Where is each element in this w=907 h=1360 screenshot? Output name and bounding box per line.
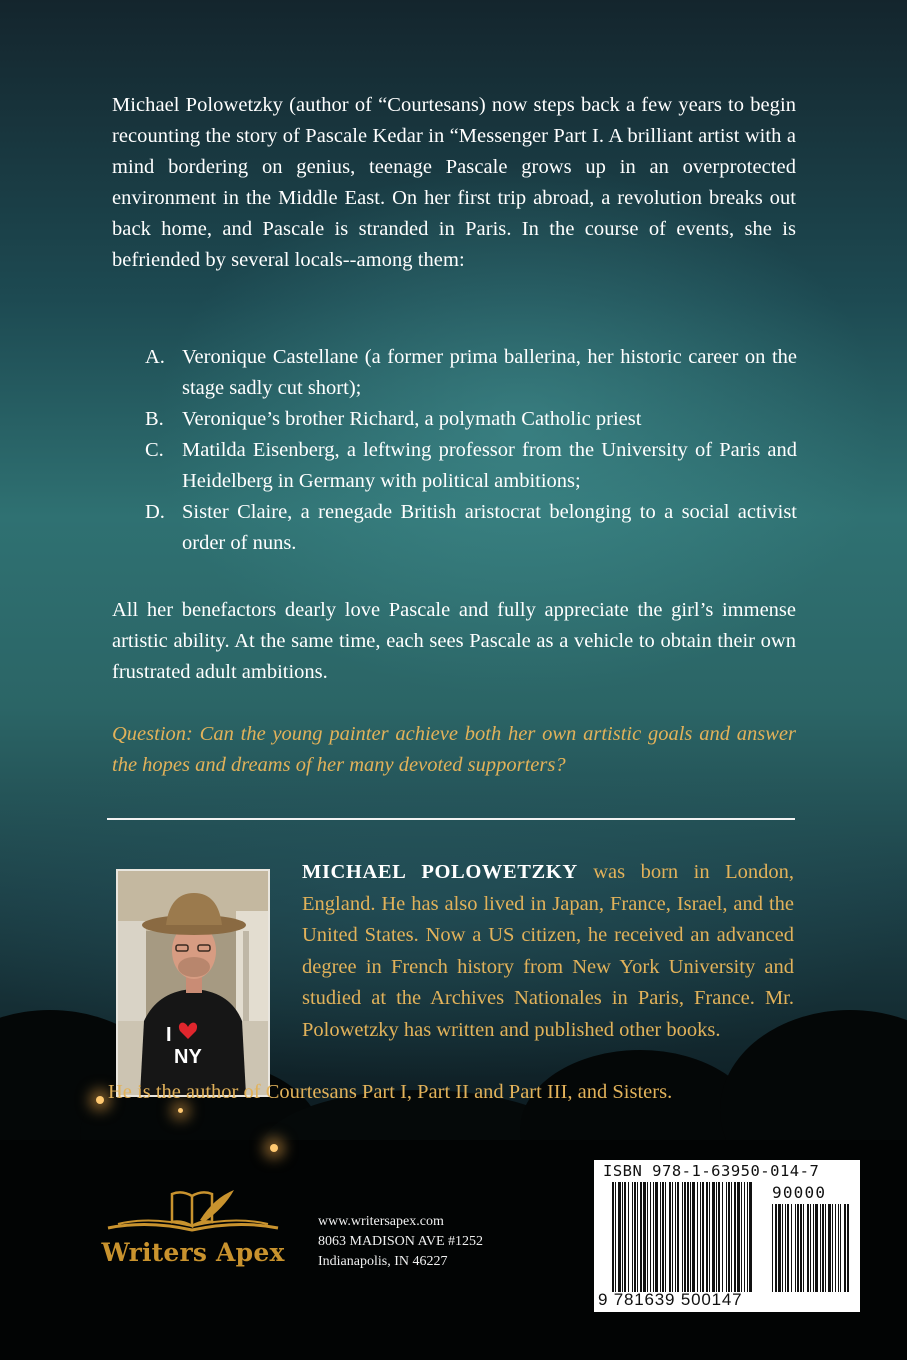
author-photo bbox=[116, 869, 270, 1097]
address-line-1: 8063 MADISON AVE #1252 bbox=[318, 1234, 484, 1249]
shirt-text-i: I bbox=[166, 1024, 172, 1046]
author-bio-last-line: He is the author of Courtesans Part I, Part II and Part III, and Sisters. bbox=[108, 1081, 673, 1103]
open-book-quill-icon bbox=[88, 1184, 298, 1244]
author-photo-illustration bbox=[118, 871, 268, 1095]
blurb-question: Question: Can the young painter achieve both her own artistic goals and answer the hopes and dreams of her many devoted supporters? bbox=[112, 723, 796, 776]
list-item bbox=[145, 497, 797, 559]
list-item bbox=[145, 342, 797, 404]
list-item bbox=[145, 435, 797, 497]
isbn-barcode bbox=[594, 1160, 860, 1312]
list-item-text: Veronique Castellane (a former prima ballerina, her historic career on the stage sadly cut short); bbox=[182, 346, 797, 399]
blurb-paragraph-2: All her benefactors dearly love Pascale and fully appreciate the girl’s immense artistic ability. At the same time, each sees Pascale as a vehicle to obtain their own frustrated adult ambitions. bbox=[112, 599, 796, 683]
blurb-paragraph: Michael Polowetzky (author of “Courtesans) now steps back a few years to begin recounting the story of Pascale Kedar in “Messenger Part I. A brilliant artist with a mind bordering on genius, teenage Pascale grows up in an overprotected environment in the Middle East. On her first trip abroad, a revolution breaks out back home, and Pascale is stranded in Paris. In the course of events, she is befriended by several locals--among them: bbox=[112, 94, 796, 271]
list-marker: B. bbox=[145, 408, 164, 430]
list-marker: C. bbox=[145, 439, 164, 461]
publisher-website: www.writersapex.com bbox=[318, 1214, 444, 1229]
list-marker: A. bbox=[145, 346, 165, 368]
author-bio bbox=[302, 857, 794, 1046]
street-light bbox=[178, 1108, 183, 1113]
street-light bbox=[96, 1096, 104, 1104]
publisher-address bbox=[318, 1212, 483, 1272]
publisher-name: Writers Apex bbox=[101, 1238, 285, 1267]
list-marker: D. bbox=[145, 501, 165, 523]
street-light bbox=[270, 1144, 278, 1152]
shirt-text-ny: NY bbox=[174, 1046, 202, 1068]
isbn-label: ISBN 978-1-63950-014-7 bbox=[603, 1162, 820, 1180]
character-list bbox=[145, 342, 797, 559]
address-line-2: Indianapolis, IN 46227 bbox=[318, 1254, 448, 1269]
publisher-logo bbox=[88, 1184, 298, 1274]
list-item-text: Matilda Eisenberg, a leftwing professor from the University of Paris and Heidelberg in Germany with political ambitions; bbox=[182, 439, 797, 492]
author-name: MICHAEL POLOWETZKY bbox=[302, 861, 578, 883]
list-item-text: Veronique’s brother Richard, a polymath Catholic priest bbox=[182, 408, 642, 430]
divider-line bbox=[107, 818, 795, 820]
barcode-number: 9 781639 500147 bbox=[598, 1290, 743, 1309]
author-bio-text: was born in London, England. He has also lived in Japan, France, Israel, and the United States. Now a US citizen, he received an advanced degree in French history from New York University and studied at the Archives Nationales in Paris, France. Mr. Polowetzky has written and published other books. bbox=[302, 861, 794, 1041]
list-item-text: Sister Claire, a renegade British aristocrat belonging to a social activist order of nuns. bbox=[182, 501, 797, 554]
price-code: 90000 bbox=[772, 1183, 827, 1202]
list-item bbox=[145, 404, 797, 435]
